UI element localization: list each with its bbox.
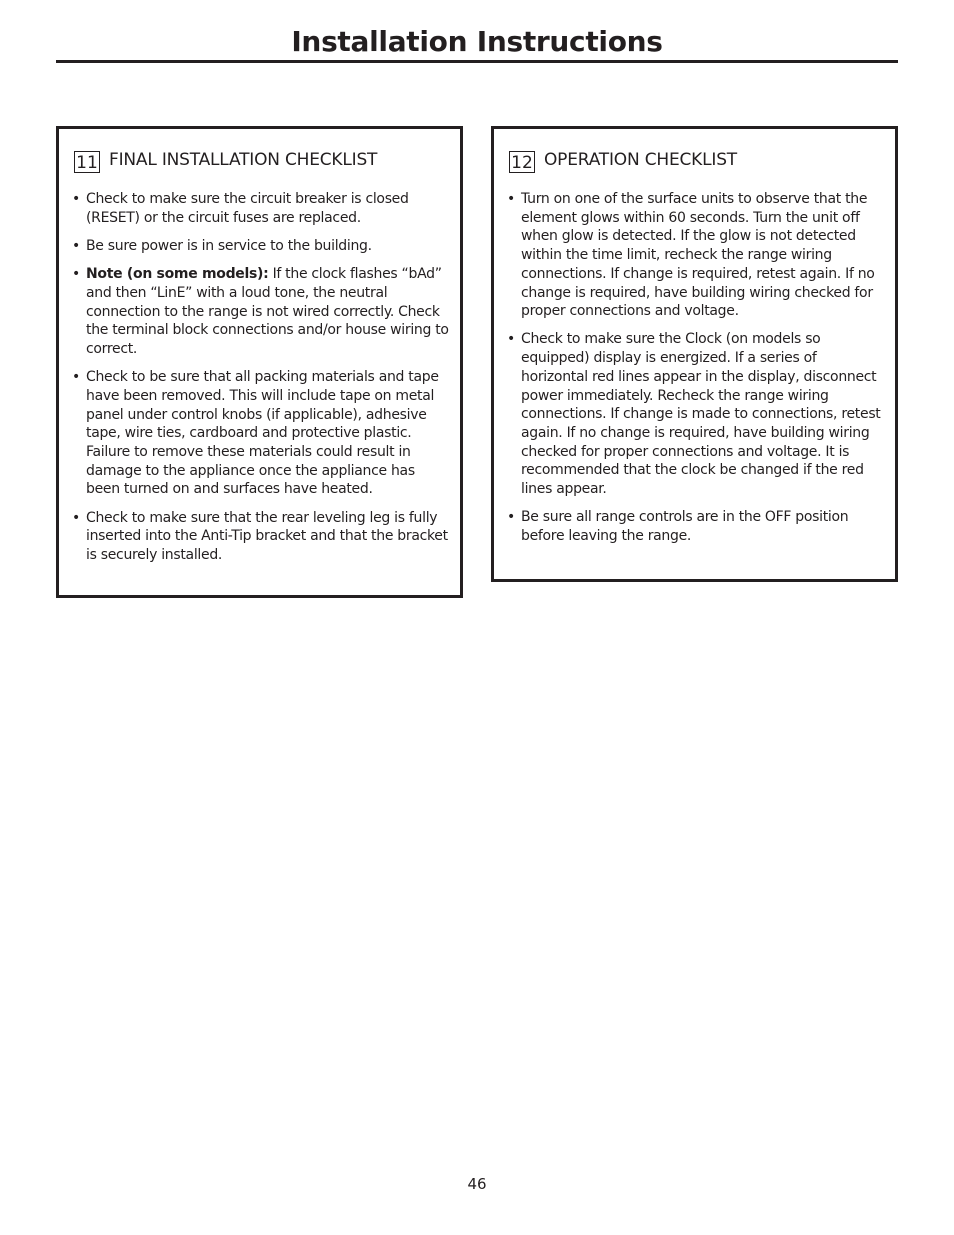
list-item bbox=[506, 190, 884, 321]
item-text: Be sure all range controls are in the OFF position before leaving the range. bbox=[521, 509, 849, 544]
list-item bbox=[71, 509, 449, 565]
page-title: Installation Instructions bbox=[291, 25, 663, 58]
item-text: Check to make sure the circuit breaker is closed (RESET) or the circuit fuses are replaced. bbox=[86, 191, 409, 226]
operation-checklist-list bbox=[506, 190, 884, 555]
page-number: 46 bbox=[467, 1175, 487, 1193]
operation-checklist-panel bbox=[491, 126, 898, 582]
operation-checklist-title: OPERATION CHECKLIST bbox=[544, 150, 737, 170]
item-text: Check to make sure the Clock (on models so equipped) display is energized. If a series of horizontal red lines appear in the display, disconnect power immediately. Recheck the range wiring connections. If change is made to connections, retest again. If no change is required, have building wiring checked for proper connections and voltage. It is recommended that the clock be changed if the red lines appear. bbox=[521, 331, 881, 498]
list-item bbox=[71, 368, 449, 499]
item-text: Check to be sure that all packing materials and tape have been removed. This will include tape on metal panel under control knobs (if applicable), adhesive tape, wire ties, cardboard and protective plastic. Failure to remove these materials could result in damage to the appliance once the appliance has been turned on and surfaces have heated. bbox=[86, 369, 439, 498]
list-item bbox=[506, 508, 884, 545]
final-checklist-header bbox=[74, 149, 377, 171]
item-text: Check to make sure that the rear leveling leg is fully inserted into the Anti-Tip bracket and that the bracket is securely installed. bbox=[86, 509, 448, 563]
list-item bbox=[71, 237, 449, 256]
list-item bbox=[506, 330, 884, 498]
final-checklist-list bbox=[71, 190, 449, 574]
item-text: If the clock flashes “bAd” and then “LinE” with a loud tone, the neutral connection to the range is not wired correctly. Check the terminal block connections and/or house wiring to correct. bbox=[86, 266, 449, 357]
title-rule bbox=[56, 60, 898, 63]
step-number-badge: 12 bbox=[509, 151, 535, 173]
item-text: Be sure power is in service to the building. bbox=[86, 237, 372, 254]
final-installation-checklist-panel bbox=[56, 126, 463, 598]
step-number-badge: 11 bbox=[74, 151, 100, 173]
operation-checklist-header bbox=[509, 149, 737, 171]
final-checklist-title: FINAL INSTALLATION CHECKLIST bbox=[109, 150, 378, 170]
item-lead-note: Note (on some models): bbox=[86, 266, 269, 283]
list-item bbox=[71, 265, 449, 359]
list-item bbox=[71, 190, 449, 227]
item-text: Turn on one of the surface units to observe that the element glows within 60 seconds. Turn the unit off when glow is detected. If the glow is not detected within the time limit, recheck the range wiring connections. If change is required, retest again. If no change is required, have building wiring checked for proper connections and voltage. bbox=[521, 191, 875, 320]
